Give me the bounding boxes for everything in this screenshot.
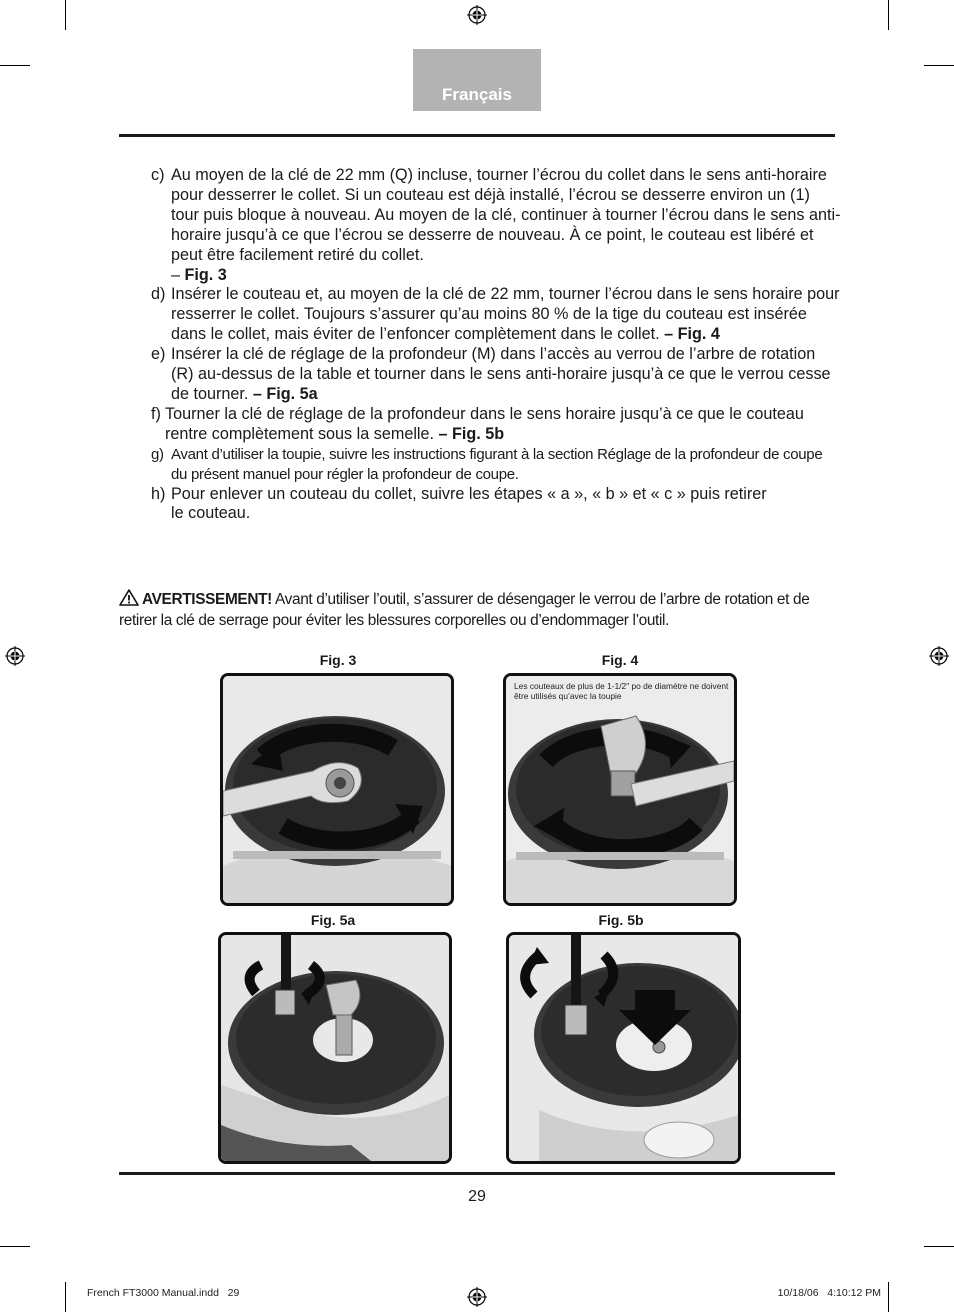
registration-mark-icon: [5, 646, 25, 666]
step-label: g): [151, 445, 164, 463]
registration-mark-icon: [929, 646, 949, 666]
step-label: c): [151, 166, 165, 184]
bottom-rule: [119, 1172, 835, 1175]
crop-mark-bottom-left-h: [0, 1246, 30, 1247]
crop-mark-top-left-v: [65, 0, 66, 30]
step-ref-prefix: –: [171, 265, 185, 284]
slug-filename: French FT3000 Manual.indd 29: [87, 1287, 240, 1299]
fig3-label: Fig. 3: [319, 652, 357, 668]
instruction-steps: [151, 166, 841, 524]
top-rule: [119, 134, 835, 137]
crop-mark-top-left-h: [0, 65, 30, 66]
step-label: h): [151, 484, 166, 503]
step-ref: – Fig. 4: [664, 325, 720, 344]
step-text: Pour enlever un couteau du collet, suivre les étapes « a », « b » et « c » puis retirer le couteau.: [171, 484, 767, 523]
registration-mark-icon: [467, 5, 487, 25]
warning-triangle-icon: [119, 589, 139, 606]
crop-mark-top-right-v: [888, 0, 889, 30]
step-label: e): [151, 345, 166, 364]
fig5b-label: Fig. 5b: [598, 912, 644, 928]
fig3-photo: [220, 673, 454, 906]
crop-mark-bottom-right-v: [888, 1282, 889, 1312]
fig4-photo: [503, 673, 737, 906]
step-text: Avant d’utiliser la toupie, suivre les instructions figurant à la section Réglage de la profondeur de coupe du présent manuel pour régler la profondeur de coupe.: [171, 445, 823, 483]
fig5a-photo: [218, 932, 452, 1164]
language-tab: [413, 49, 541, 111]
fig4-caption-note: Les couteaux de plus de 1-1/2" po de diamètre ne doivent être utilisés qu’avec la toupie: [514, 681, 729, 701]
step-g: [151, 445, 841, 485]
language-tab-label: Français: [442, 85, 512, 104]
step-label: f): [151, 404, 161, 423]
step-ref: Fig. 3: [184, 265, 227, 284]
registration-mark-icon: [467, 1287, 487, 1307]
step-text: Insérer le couteau et, au moyen de la clé de 22 mm, tourner l’écrou dans le sens horaire pour resserrer le collet. Toujours s’assurer qu’au moins 80 % de la tige du couteau est insérée dans le collet, mais éviter de l’enfoncer complètement dans le collet.: [171, 285, 840, 344]
step-f: [151, 405, 841, 445]
step-ref: – Fig. 5b: [438, 424, 505, 443]
crop-mark-top-right-h: [924, 65, 954, 66]
crop-mark-bottom-left-v: [65, 1282, 66, 1312]
step-d: [151, 285, 841, 345]
warning-heading: AVERTISSEMENT!: [142, 591, 272, 608]
slug-timestamp: 10/18/06 4:10:12 PM: [777, 1287, 881, 1299]
page-number: 29: [468, 1188, 486, 1205]
step-ref: – Fig. 5a: [252, 384, 318, 403]
fig4-label: Fig. 4: [601, 652, 639, 668]
crop-mark-bottom-right-h: [924, 1246, 954, 1247]
fig5b-photo: [506, 932, 741, 1164]
step-text: Tourner la clé de réglage de la profondeur dans le sens horaire jusqu’à ce que le couteau rentre complètement sous la semelle.: [165, 404, 804, 443]
warning-notice: [119, 589, 837, 631]
step-e: [151, 345, 841, 405]
warning-text: Avant d’utiliser l’outil, s’assurer de désengager le verrou de l’arbre de rotation et de retirer la clé de serrage pour éviter les blessures corporelles ou d’endommager l’outil.: [119, 591, 810, 629]
step-h: [151, 485, 841, 525]
fig5a-label: Fig. 5a: [310, 912, 356, 928]
step-c: [151, 166, 841, 285]
step-text: Au moyen de la clé de 22 mm (Q) incluse, tourner l’écrou du collet dans le sens anti-horaire pour desserrer le collet. Si un couteau est déjà installé, l’écrou se desserre environ un (1) tour puis bloque à nouveau. Au moyen de la clé, continuer à tourner l’écrou dans le sens anti-horaire jusqu’à ce que l’écrou se desserre de nouveau. À ce point, le couteau est libéré et peut être facilement retiré du collet.: [171, 166, 841, 264]
step-text: Insérer la clé de réglage de la profondeur (M) dans l’accès au verrou de l’arbre de rotation (R) au-dessus de la table et tourner dans le sens anti-horaire jusqu’à ce que le verrou cesse de tourner.: [171, 345, 831, 403]
step-label: d): [151, 285, 166, 304]
